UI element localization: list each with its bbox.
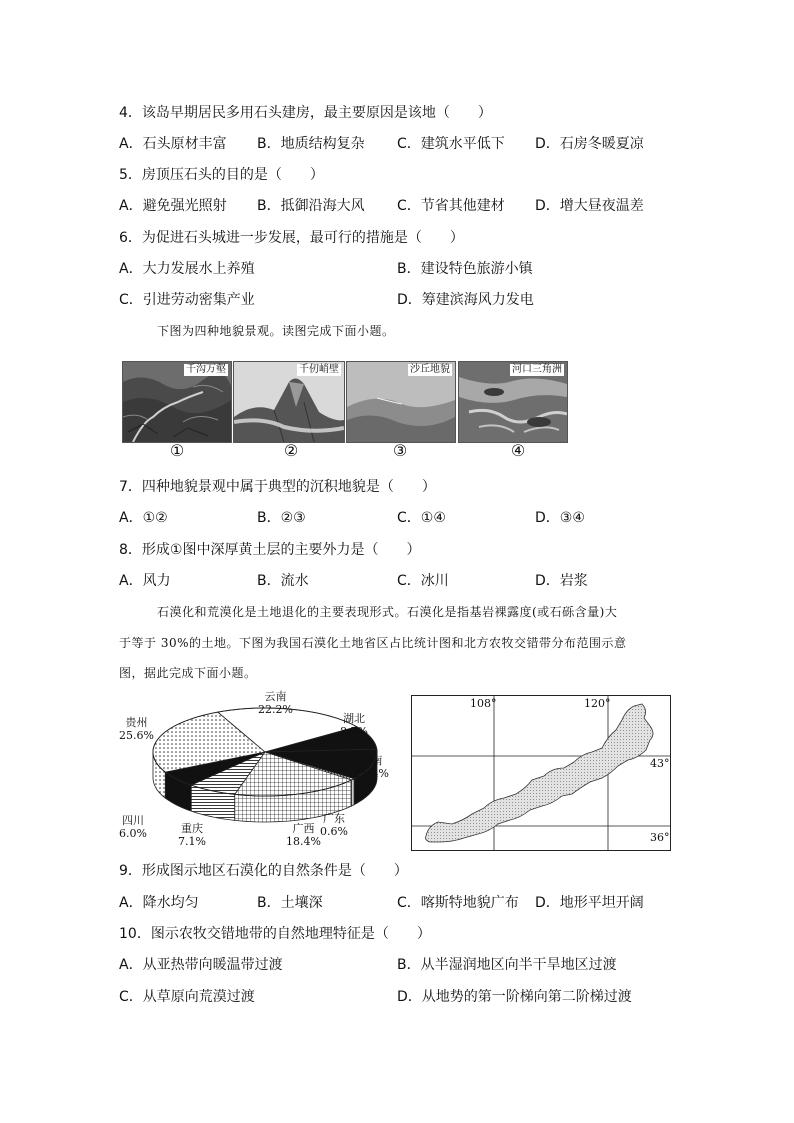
question-text: 四种地貌景观中属于典型的沉积地貌是（ ） [141, 479, 436, 495]
option-c[interactable]: C．喀斯特地貌广布 [397, 895, 519, 911]
option-a[interactable]: A．大力发展水上养殖 [119, 261, 255, 277]
option-c[interactable]: C．从草原向荒漠过渡 [119, 989, 255, 1005]
question-text: 该岛早期居民多用石头建房，最主要原因是该地（ ） [141, 105, 492, 121]
option-d[interactable]: D．石房冬暖夏凉 [535, 136, 644, 152]
question-number: 5． [119, 167, 142, 183]
question-text: 为促进石头城进一步发展，最可行的措施是（ ） [141, 230, 464, 246]
question-6 [119, 228, 464, 248]
option-c[interactable]: C．引进劳动密集产业 [119, 292, 255, 308]
option-b[interactable]: B．流水 [257, 573, 309, 589]
section-intro-line: 石漠化和荒漠化是土地退化的主要表现形式。石漠化是指基岩裸露度(或石砾含量)大 [157, 605, 618, 619]
option-b[interactable]: B．地质结构复杂 [257, 136, 365, 152]
landscape-photo-3 [346, 361, 456, 443]
option-a[interactable]: A．①② [119, 510, 168, 526]
question-9 [119, 861, 408, 881]
option-c[interactable]: C．建筑水平低下 [397, 136, 505, 152]
pie-label-yunnan: 云南 22.2% [258, 690, 293, 716]
question-8 [119, 540, 420, 560]
option-b[interactable]: B．建设特色旅游小镇 [397, 261, 533, 277]
option-a[interactable]: A．从亚热带向暖温带过渡 [119, 957, 283, 973]
option-c[interactable]: C．冰川 [397, 573, 449, 589]
zone-shape [426, 704, 654, 842]
section-intro-line: 于等于 30%的土地。下图为我国石漠化土地省区占比统计图和北方农牧交错带分布范围示意 [119, 636, 627, 650]
question-text: 形成图示地区石漠化的自然条件是（ ） [141, 863, 408, 879]
option-d[interactable]: D．岩浆 [535, 573, 588, 589]
lon-label: 120° [584, 697, 611, 710]
question-number: 8． [119, 542, 142, 558]
option-b[interactable]: B．②③ [257, 510, 306, 526]
lon-label: 108° [470, 697, 497, 710]
option-a[interactable]: A．风力 [119, 573, 171, 589]
pie-label-sichuan: 四川 6.0% [119, 814, 147, 840]
option-d[interactable]: D．筹建滨海风力发电 [397, 292, 534, 308]
question-text: 图示农牧交错地带的自然地理特征是（ ） [150, 926, 431, 942]
option-d[interactable]: D．增大昼夜温差 [535, 198, 644, 214]
option-b[interactable]: B．从半湿润地区向半干旱地区过渡 [397, 957, 617, 973]
pie-label-guizhou: 贵州 25.6% [119, 716, 154, 742]
option-d[interactable]: D．从地势的第一阶梯向第二阶梯过渡 [397, 989, 632, 1005]
farming-pastoral-zone-map [411, 695, 671, 851]
photo-number: ① [169, 441, 185, 460]
question-5 [119, 165, 324, 185]
question-number: 6． [119, 230, 142, 246]
option-a[interactable]: A．石头原材丰富 [119, 136, 227, 152]
question-text: 形成①图中深厚黄土层的主要外力是（ ） [141, 542, 421, 558]
photo-label: 千沟万壑 [186, 364, 226, 375]
pie-label-guangxi: 广西 18.4% [286, 822, 321, 848]
section-intro-line: 图，据此完成下面小题。 [119, 666, 257, 680]
landscape-photo-2 [233, 361, 345, 443]
lat-label: 43° [650, 757, 670, 770]
option-a[interactable]: A．避免强光照射 [119, 198, 227, 214]
question-number: 7． [119, 479, 142, 495]
photo-number: ③ [392, 441, 408, 460]
landscape-photo-1 [122, 361, 232, 443]
question-number: 10． [119, 926, 151, 942]
option-d[interactable]: D．地形平坦开阔 [535, 895, 644, 911]
option-a[interactable]: A．降水均匀 [119, 895, 199, 911]
photo-label: 千仞峭壁 [299, 364, 339, 375]
map-graphic [412, 696, 670, 850]
option-c[interactable]: C．节省其他建材 [397, 198, 505, 214]
option-d[interactable]: D．③④ [535, 510, 585, 526]
pie-label-hubei: 湖北 8.7% [340, 712, 368, 738]
question-4 [119, 103, 492, 123]
pie-label-chongqing: 重庆 7.1% [178, 822, 206, 848]
option-b[interactable]: B．抵御沿海大风 [257, 198, 365, 214]
lat-label: 36° [650, 831, 670, 844]
section-intro: 下图为四种地貌景观。读图完成下面小题。 [157, 324, 395, 338]
question-10 [119, 924, 431, 944]
question-text: 房顶压石头的目的是（ ） [141, 167, 324, 183]
landscape-photo-4 [458, 361, 568, 443]
pie-label-guangdong: 广东 0.6% [320, 812, 348, 838]
option-c[interactable]: C．①④ [397, 510, 446, 526]
photo-number: ② [283, 441, 299, 460]
question-number: 4． [119, 105, 142, 121]
option-b[interactable]: B．土壤深 [257, 895, 323, 911]
photo-label: 河口三角洲 [512, 364, 562, 375]
pie-label-hunan: 湖南 11.4% [354, 754, 389, 780]
photo-number: ④ [510, 441, 526, 460]
question-number: 9． [119, 863, 142, 879]
question-7 [119, 477, 436, 497]
photo-label: 沙丘地貌 [410, 364, 450, 375]
